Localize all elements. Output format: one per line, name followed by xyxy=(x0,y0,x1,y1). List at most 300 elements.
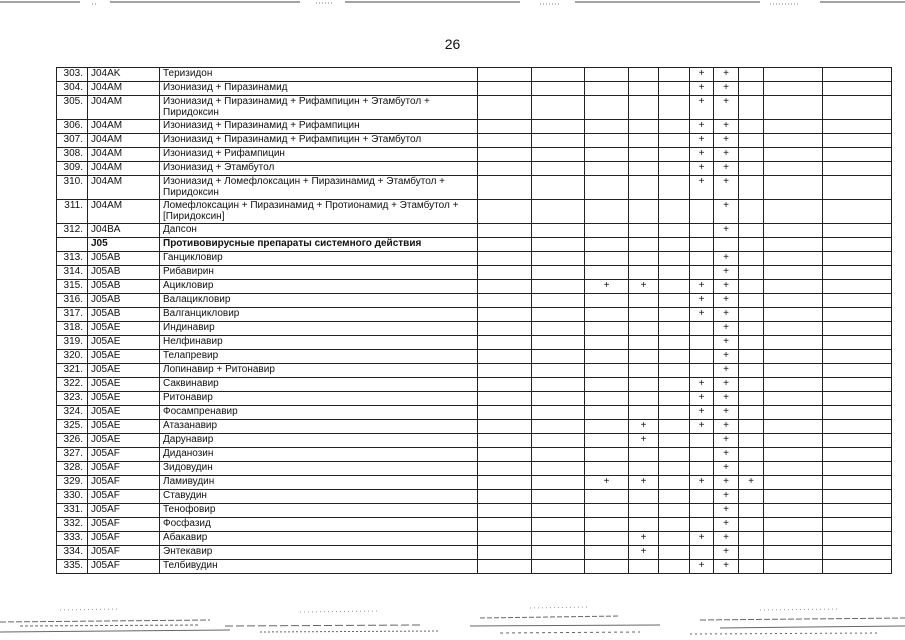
empty-cell xyxy=(690,434,714,448)
empty-cell xyxy=(629,200,659,224)
empty-cell xyxy=(764,364,823,378)
empty-cell xyxy=(659,420,690,434)
empty-cell xyxy=(585,406,629,420)
row-number: 327. xyxy=(57,448,88,462)
empty-cell xyxy=(823,434,892,448)
plus-mark: + xyxy=(629,280,659,294)
empty-cell xyxy=(629,238,659,252)
empty-cell xyxy=(629,148,659,162)
empty-cell xyxy=(659,490,690,504)
empty-cell xyxy=(823,532,892,546)
empty-cell xyxy=(659,82,690,96)
row-number: 308. xyxy=(57,148,88,162)
empty-cell xyxy=(739,238,764,252)
row-number: 322. xyxy=(57,378,88,392)
plus-mark: + xyxy=(714,364,739,378)
row-number: 309. xyxy=(57,162,88,176)
plus-mark: + xyxy=(714,82,739,96)
empty-cell xyxy=(823,294,892,308)
empty-cell xyxy=(823,68,892,82)
empty-cell xyxy=(764,546,823,560)
table-row xyxy=(57,200,892,224)
empty-cell xyxy=(659,294,690,308)
empty-cell xyxy=(585,378,629,392)
plus-mark: + xyxy=(690,392,714,406)
empty-cell xyxy=(478,546,532,560)
plus-mark: + xyxy=(585,280,629,294)
row-number: 307. xyxy=(57,134,88,148)
empty-cell xyxy=(764,490,823,504)
atc-code: J05AF xyxy=(88,546,160,560)
empty-cell xyxy=(739,280,764,294)
table-row xyxy=(57,546,892,560)
plus-mark: + xyxy=(714,518,739,532)
empty-cell xyxy=(739,68,764,82)
table-row xyxy=(57,490,892,504)
plus-mark: + xyxy=(714,406,739,420)
empty-cell xyxy=(764,322,823,336)
empty-cell xyxy=(739,266,764,280)
empty-cell xyxy=(478,350,532,364)
table-row xyxy=(57,162,892,176)
empty-cell xyxy=(823,350,892,364)
empty-cell xyxy=(764,266,823,280)
empty-cell xyxy=(823,280,892,294)
empty-cell xyxy=(532,200,585,224)
empty-cell xyxy=(585,266,629,280)
plus-mark: + xyxy=(714,532,739,546)
empty-cell xyxy=(478,392,532,406)
drug-name: Изониазид + Пиразинамид + Рифампицин xyxy=(160,120,478,134)
empty-cell xyxy=(532,392,585,406)
empty-cell xyxy=(690,322,714,336)
atc-code: J05AF xyxy=(88,448,160,462)
empty-cell xyxy=(823,364,892,378)
row-number: 331. xyxy=(57,504,88,518)
empty-cell xyxy=(764,162,823,176)
empty-cell xyxy=(629,490,659,504)
plus-mark: + xyxy=(714,68,739,82)
drug-name: Изониазид + Пиразинамид + Рифампицин + Этамбутол + Пиридоксин xyxy=(160,96,478,120)
empty-cell xyxy=(629,162,659,176)
row-number: 318. xyxy=(57,322,88,336)
atc-code: J04AM xyxy=(88,200,160,224)
empty-cell xyxy=(532,434,585,448)
empty-cell xyxy=(690,252,714,266)
atc-code: J05AE xyxy=(88,336,160,350)
atc-code: J05AE xyxy=(88,322,160,336)
empty-cell xyxy=(739,294,764,308)
table-row xyxy=(57,462,892,476)
empty-cell xyxy=(739,322,764,336)
table-row xyxy=(57,378,892,392)
plus-mark: + xyxy=(690,120,714,134)
plus-mark: + xyxy=(690,68,714,82)
drug-name: Фосфазид xyxy=(160,518,478,532)
scan-artifact-bottom xyxy=(0,596,905,640)
atc-code: J05AF xyxy=(88,560,160,574)
table-row xyxy=(57,280,892,294)
row-number: 306. xyxy=(57,120,88,134)
empty-cell xyxy=(823,266,892,280)
empty-cell xyxy=(629,350,659,364)
empty-cell xyxy=(739,336,764,350)
empty-cell xyxy=(585,392,629,406)
empty-cell xyxy=(739,364,764,378)
empty-cell xyxy=(532,266,585,280)
empty-cell xyxy=(629,392,659,406)
atc-code: J05AF xyxy=(88,504,160,518)
empty-cell xyxy=(532,224,585,238)
empty-cell xyxy=(478,518,532,532)
drug-name: Ставудин xyxy=(160,490,478,504)
drug-name: Атазанавир xyxy=(160,420,478,434)
plus-mark: + xyxy=(714,200,739,224)
empty-cell xyxy=(585,490,629,504)
row-number: 329. xyxy=(57,476,88,490)
empty-cell xyxy=(823,96,892,120)
table-row xyxy=(57,448,892,462)
empty-cell xyxy=(629,308,659,322)
empty-cell xyxy=(532,96,585,120)
table-row xyxy=(57,148,892,162)
empty-cell xyxy=(823,238,892,252)
plus-mark: + xyxy=(714,266,739,280)
empty-cell xyxy=(532,252,585,266)
empty-cell xyxy=(739,252,764,266)
plus-mark: + xyxy=(690,176,714,200)
empty-cell xyxy=(532,490,585,504)
empty-cell xyxy=(690,448,714,462)
empty-cell xyxy=(532,294,585,308)
empty-cell xyxy=(659,96,690,120)
empty-cell xyxy=(585,560,629,574)
drug-name: Изониазид + Ломефлоксацин + Пиразинамид + Этамбутол + Пиридоксин xyxy=(160,176,478,200)
row-number: 311. xyxy=(57,200,88,224)
row-number: 325. xyxy=(57,420,88,434)
empty-cell xyxy=(823,120,892,134)
empty-cell xyxy=(764,378,823,392)
empty-cell xyxy=(629,336,659,350)
table-row xyxy=(57,476,892,490)
plus-mark: + xyxy=(629,532,659,546)
empty-cell xyxy=(585,308,629,322)
drug-name: Рибавирин xyxy=(160,266,478,280)
empty-cell xyxy=(823,490,892,504)
empty-cell xyxy=(690,504,714,518)
empty-cell xyxy=(764,134,823,148)
empty-cell xyxy=(764,420,823,434)
empty-cell xyxy=(739,448,764,462)
empty-cell xyxy=(478,68,532,82)
empty-cell xyxy=(764,82,823,96)
empty-cell xyxy=(629,560,659,574)
empty-cell xyxy=(585,518,629,532)
empty-cell xyxy=(659,378,690,392)
plus-mark: + xyxy=(690,532,714,546)
empty-cell xyxy=(823,518,892,532)
empty-cell xyxy=(629,96,659,120)
empty-cell xyxy=(478,434,532,448)
plus-mark: + xyxy=(714,322,739,336)
empty-cell xyxy=(764,224,823,238)
atc-code: J05AB xyxy=(88,308,160,322)
empty-cell xyxy=(739,560,764,574)
empty-cell xyxy=(585,336,629,350)
empty-cell xyxy=(478,176,532,200)
empty-cell xyxy=(585,200,629,224)
empty-cell xyxy=(532,162,585,176)
empty-cell xyxy=(739,120,764,134)
empty-cell xyxy=(585,420,629,434)
row-number: 323. xyxy=(57,392,88,406)
table-row xyxy=(57,96,892,120)
empty-cell xyxy=(659,176,690,200)
row-number: 324. xyxy=(57,406,88,420)
drug-name: Валганцикловир xyxy=(160,308,478,322)
row-number: 312. xyxy=(57,224,88,238)
drug-name: Тенофовир xyxy=(160,504,478,518)
empty-cell xyxy=(478,294,532,308)
plus-mark: + xyxy=(690,148,714,162)
atc-code: J05AB xyxy=(88,280,160,294)
empty-cell xyxy=(478,532,532,546)
empty-cell xyxy=(478,308,532,322)
atc-code: J04AM xyxy=(88,96,160,120)
empty-cell xyxy=(764,462,823,476)
empty-cell xyxy=(659,120,690,134)
drug-name: Ацикловир xyxy=(160,280,478,294)
row-number: 332. xyxy=(57,518,88,532)
empty-cell xyxy=(823,448,892,462)
empty-cell xyxy=(629,518,659,532)
plus-mark: + xyxy=(714,420,739,434)
plus-mark: + xyxy=(714,546,739,560)
empty-cell xyxy=(478,420,532,434)
empty-cell xyxy=(532,448,585,462)
empty-cell xyxy=(585,504,629,518)
empty-cell xyxy=(478,280,532,294)
row-number: 335. xyxy=(57,560,88,574)
atc-code: J04AM xyxy=(88,82,160,96)
empty-cell xyxy=(823,378,892,392)
drug-name: Телбивудин xyxy=(160,560,478,574)
atc-code: J05AE xyxy=(88,420,160,434)
plus-mark: + xyxy=(690,420,714,434)
table-body xyxy=(57,68,892,574)
empty-cell xyxy=(478,504,532,518)
empty-cell xyxy=(585,462,629,476)
empty-cell xyxy=(739,490,764,504)
empty-cell xyxy=(823,392,892,406)
empty-cell xyxy=(739,532,764,546)
empty-cell xyxy=(739,350,764,364)
empty-cell xyxy=(629,134,659,148)
empty-cell xyxy=(629,120,659,134)
empty-cell xyxy=(823,308,892,322)
plus-mark: + xyxy=(714,350,739,364)
empty-cell xyxy=(478,448,532,462)
row-number: 316. xyxy=(57,294,88,308)
atc-code: J04BA xyxy=(88,224,160,238)
empty-cell xyxy=(659,200,690,224)
empty-cell xyxy=(659,224,690,238)
empty-cell xyxy=(585,546,629,560)
empty-cell xyxy=(823,560,892,574)
table-row xyxy=(57,420,892,434)
empty-cell xyxy=(823,224,892,238)
row-number: 317. xyxy=(57,308,88,322)
empty-cell xyxy=(532,364,585,378)
drug-name: Фосампренавир xyxy=(160,406,478,420)
empty-cell xyxy=(739,308,764,322)
drug-name: Лопинавир + Ритонавир xyxy=(160,364,478,378)
plus-mark: + xyxy=(714,96,739,120)
empty-cell xyxy=(532,308,585,322)
table-row xyxy=(57,406,892,420)
plus-mark: + xyxy=(690,96,714,120)
atc-code: J05AF xyxy=(88,476,160,490)
empty-cell xyxy=(764,120,823,134)
table-row xyxy=(57,350,892,364)
empty-cell xyxy=(823,476,892,490)
empty-cell xyxy=(823,420,892,434)
empty-cell xyxy=(690,200,714,224)
drug-name: Ломефлоксацин + Пиразинамид + Протионамид + Этамбутол + [Пиридоксин] xyxy=(160,200,478,224)
empty-cell xyxy=(585,252,629,266)
empty-cell xyxy=(532,406,585,420)
empty-cell xyxy=(659,238,690,252)
empty-cell xyxy=(585,68,629,82)
empty-cell xyxy=(532,420,585,434)
plus-mark: + xyxy=(690,82,714,96)
atc-code: J05AB xyxy=(88,252,160,266)
drug-name: Абакавир xyxy=(160,532,478,546)
plus-mark: + xyxy=(690,280,714,294)
empty-cell xyxy=(764,434,823,448)
empty-cell xyxy=(532,504,585,518)
empty-cell xyxy=(532,532,585,546)
row-number: 313. xyxy=(57,252,88,266)
empty-cell xyxy=(739,392,764,406)
table-row xyxy=(57,120,892,134)
plus-mark: + xyxy=(714,308,739,322)
empty-cell xyxy=(764,504,823,518)
table-row xyxy=(57,308,892,322)
empty-cell xyxy=(532,378,585,392)
plus-mark: + xyxy=(714,462,739,476)
empty-cell xyxy=(532,82,585,96)
empty-cell xyxy=(659,364,690,378)
plus-mark: + xyxy=(714,134,739,148)
empty-cell xyxy=(739,82,764,96)
empty-cell xyxy=(764,96,823,120)
drug-name: Изониазид + Этамбутол xyxy=(160,162,478,176)
empty-cell xyxy=(764,176,823,200)
empty-cell xyxy=(532,134,585,148)
empty-cell xyxy=(659,350,690,364)
empty-cell xyxy=(690,518,714,532)
empty-cell xyxy=(764,68,823,82)
empty-cell xyxy=(478,322,532,336)
empty-cell xyxy=(739,462,764,476)
empty-cell xyxy=(659,560,690,574)
empty-cell xyxy=(585,148,629,162)
empty-cell xyxy=(764,308,823,322)
drug-name: Энтекавир xyxy=(160,546,478,560)
empty-cell xyxy=(659,162,690,176)
empty-cell xyxy=(690,350,714,364)
empty-cell xyxy=(629,406,659,420)
empty-cell xyxy=(478,134,532,148)
empty-cell xyxy=(629,266,659,280)
empty-cell xyxy=(764,336,823,350)
empty-cell xyxy=(659,546,690,560)
empty-cell xyxy=(478,96,532,120)
drug-name: Теризидон xyxy=(160,68,478,82)
row-number: 314. xyxy=(57,266,88,280)
empty-cell xyxy=(629,252,659,266)
empty-cell xyxy=(659,322,690,336)
empty-cell xyxy=(659,406,690,420)
plus-mark: + xyxy=(690,476,714,490)
empty-cell xyxy=(690,238,714,252)
empty-cell xyxy=(764,350,823,364)
empty-cell xyxy=(478,462,532,476)
plus-mark: + xyxy=(714,434,739,448)
empty-cell xyxy=(659,462,690,476)
plus-mark: + xyxy=(690,308,714,322)
row-number: 319. xyxy=(57,336,88,350)
empty-cell xyxy=(478,238,532,252)
empty-cell xyxy=(739,162,764,176)
table-group-row xyxy=(57,238,892,252)
plus-mark: + xyxy=(714,224,739,238)
empty-cell xyxy=(629,364,659,378)
empty-cell xyxy=(823,462,892,476)
plus-mark: + xyxy=(629,476,659,490)
empty-cell xyxy=(764,294,823,308)
row-number: 328. xyxy=(57,462,88,476)
empty-cell xyxy=(532,120,585,134)
empty-cell xyxy=(585,322,629,336)
empty-cell xyxy=(739,96,764,120)
atc-code: J04AM xyxy=(88,120,160,134)
empty-cell xyxy=(532,238,585,252)
empty-cell xyxy=(532,322,585,336)
empty-cell xyxy=(478,200,532,224)
empty-cell xyxy=(585,96,629,120)
plus-mark: + xyxy=(714,490,739,504)
empty-cell xyxy=(659,476,690,490)
plus-mark: + xyxy=(690,406,714,420)
table-row xyxy=(57,504,892,518)
empty-cell xyxy=(585,224,629,238)
plus-mark: + xyxy=(690,378,714,392)
atc-code: J04AK xyxy=(88,68,160,82)
empty-cell xyxy=(764,518,823,532)
empty-cell xyxy=(659,308,690,322)
row-number: 333. xyxy=(57,532,88,546)
empty-cell xyxy=(823,176,892,200)
drug-name: Ламивудин xyxy=(160,476,478,490)
table-row xyxy=(57,364,892,378)
table-row xyxy=(57,266,892,280)
plus-mark: + xyxy=(714,252,739,266)
plus-mark: + xyxy=(714,148,739,162)
empty-cell xyxy=(739,434,764,448)
plus-mark: + xyxy=(714,120,739,134)
